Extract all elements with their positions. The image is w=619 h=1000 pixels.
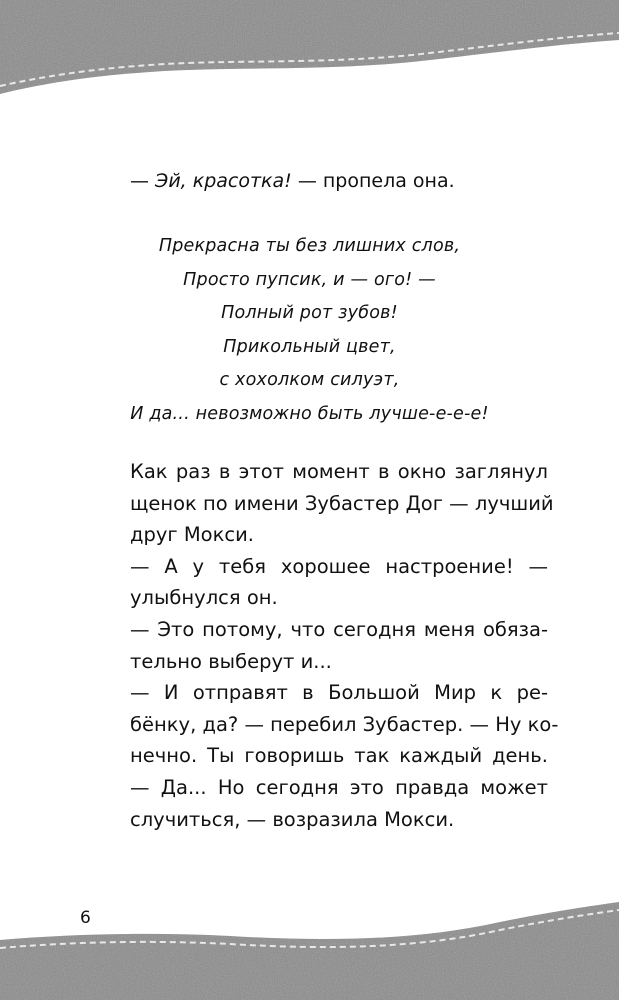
page-number: 6 — [80, 908, 91, 928]
poem-line: Прекрасна ты без лишних слов, — [158, 236, 461, 256]
intro-tail: — пропела она. — [297, 170, 455, 192]
poem-line: Прикольный цвет, — [223, 336, 396, 357]
poem-line: И да... невозможно быть лучше-е-е-е! — [130, 403, 489, 424]
prose-block — [130, 456, 559, 835]
prose-line: бёнку, да? — перебил Зубастер. — Ну ко- — [130, 712, 559, 736]
poem-line: Полный рот зубов! — [221, 303, 398, 324]
prose-line: улыбнулся он. — [130, 586, 278, 610]
intro-quote: Эй, красотка! — [155, 170, 292, 192]
intro-line — [130, 170, 455, 192]
poem-block — [0, 230, 619, 432]
prose-line: друг Мокси. — [130, 523, 254, 547]
prose-line: щенок по имени Зубастер Дог — лучший — [130, 491, 554, 515]
poem-line: Просто пупсик, и — ого! — — [183, 269, 436, 290]
prose-line: — Это потому, что сегодня меня обяза- — [130, 617, 548, 641]
prose-line: Как раз в этот момент в окно заглянул — [130, 460, 548, 483]
prose-line: — А у тебя хорошее настроение! — — [130, 554, 548, 578]
poem-line: с хохолком силуэт, — [219, 370, 400, 391]
prose-line: нечно. Ты говоришь так каждый день. — [130, 744, 548, 768]
prose-line: тельно выберут и... — [130, 649, 332, 673]
prose-line: — И отправят в Большой Мир к ре- — [130, 681, 548, 705]
prose-line: случиться, — возразила Мокси. — [130, 807, 455, 831]
intro-dash: — — [130, 170, 149, 192]
prose-line: — Да... Но сегодня это правда может — [130, 775, 548, 799]
